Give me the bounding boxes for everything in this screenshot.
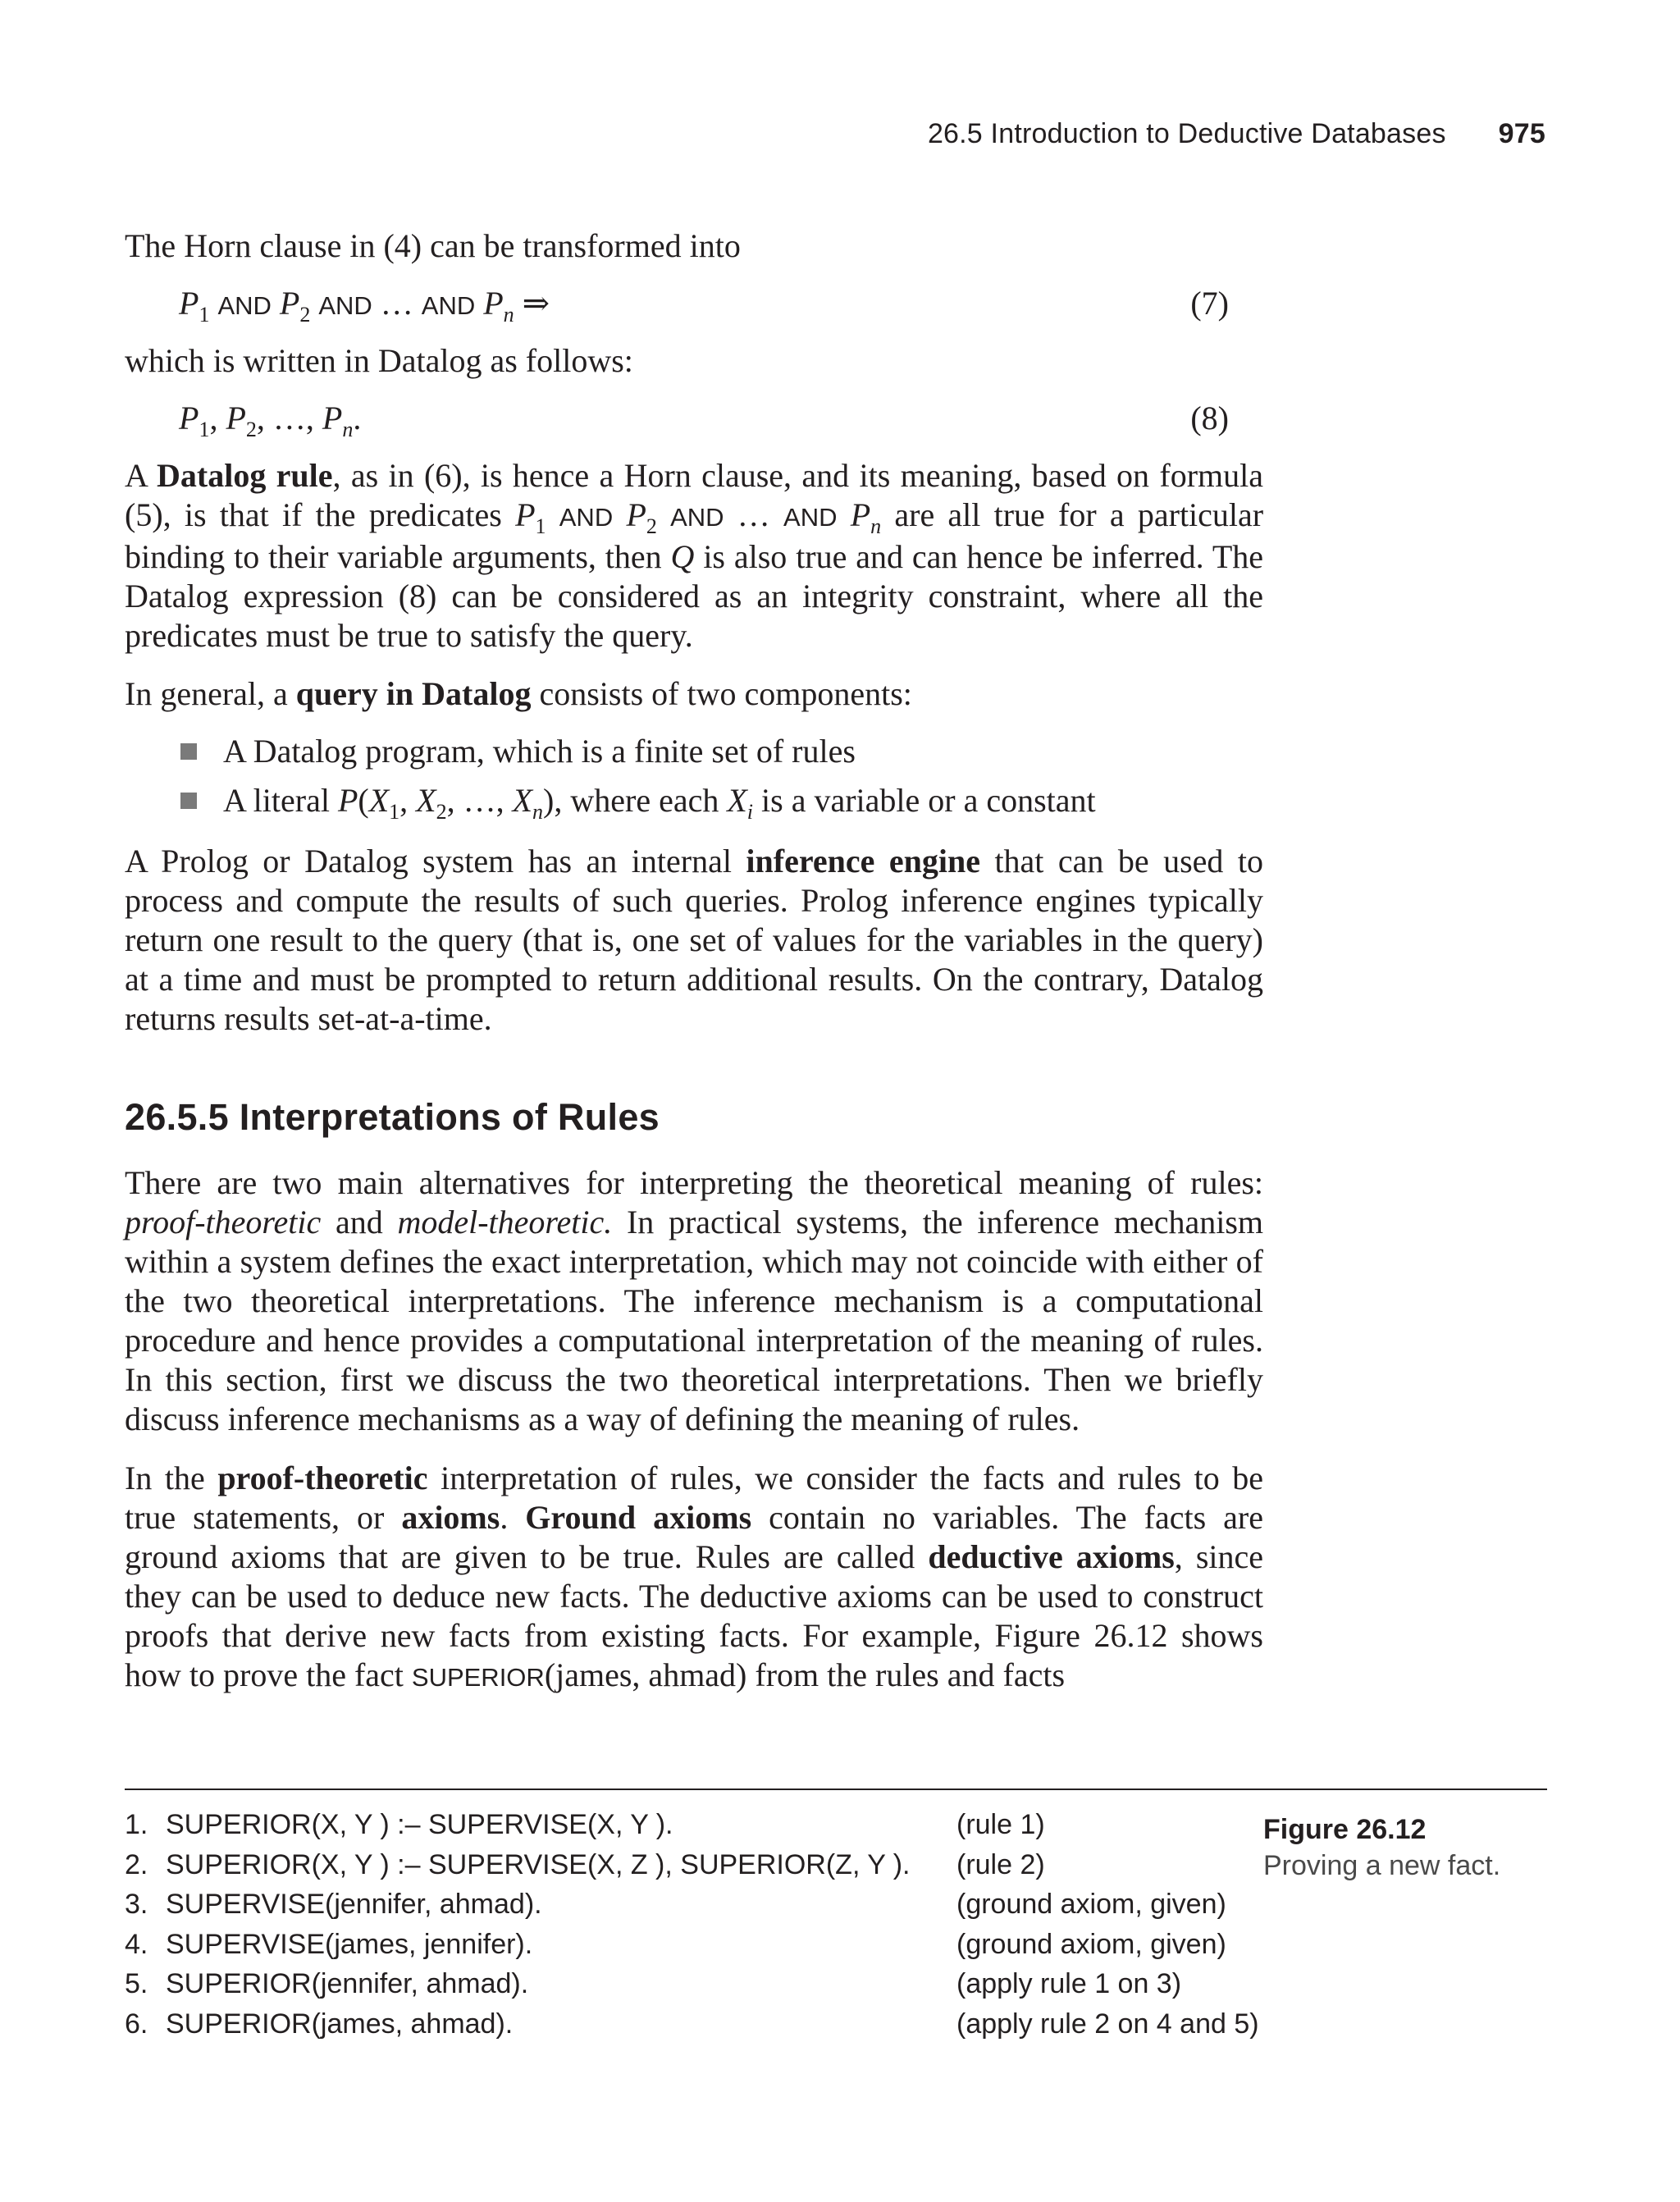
query-paragraph: In general, a query in Datalog consists of two components: [125, 675, 912, 712]
proof-line: 1. SUPERIOR(X, Y ) :– SUPERVISE(X, Y ). (rule 1) [125, 1809, 1045, 1840]
figure-rule [125, 1789, 1547, 1790]
proof-line: 3. SUPERVISE(jennifer, ahmad). (ground axiom, given) [125, 1889, 1226, 1920]
inference-engine-paragraph: A Prolog or Datalog system has an internal inference engine that can be used to process and compute the results of such queries. Prolog inference engines typically return one result to the query (that is, one set of values for the variables in the query) at a time and must be prompted to return additional results. On the contrary, Datalog returns results set-at-a-time. [125, 843, 1263, 1037]
running-head-title: 26.5 Introduction to Deductive Databases [927, 118, 1446, 149]
horn-intro-text: The Horn clause in (4) can be transformed into [125, 227, 741, 264]
interpretations-paragraph: There are two main alternatives for interpreting the theoretical meaning of rules: proof-theoretic and model-theoretic. In practical systems, the inference mechanism within a system defines the exact interpretation, which may not coincide with either of the two theoretical interpretations. The inference mechanism is a computational procedure and hence provides a computational interpretation of the meaning of rules. In this section, first we discuss the two theoretical interpretations. Then we briefly discuss inference mechanisms as a way of defining the meaning of rules. [125, 1164, 1264, 1437]
section-heading: 26.5.5 Interpretations of Rules [125, 1096, 660, 1138]
proof-line: 2. SUPERIOR(X, Y ) :– SUPERVISE(X, Z ), SUPERIOR(Z, Y ). (rule 2) [125, 1848, 1045, 1880]
equation-number: (7) [1190, 285, 1229, 322]
equation-8: $P_1$, $P_2$, …, $P_n$. (8) [179, 400, 1229, 441]
proof-theoretic-paragraph: In the proof-theoretic interpretation of rules, we consider the facts and rules to be true statements, or axioms. Ground axioms contain no variables. The facts are ground axioms that are given to be true. Rules are called deductive axioms, since they can be used to deduce new facts. The deductive axioms can be used to construct proofs that derive new facts from existing facts. For example, Figure 26.12 shows how to prove the fact SUPERIOR(james, ahmad) from the rules and facts [125, 1460, 1264, 1693]
figure-description: Proving a new fact. [1263, 1850, 1501, 1881]
datalog-intro-text: which is written in Datalog as follows: [125, 342, 633, 379]
list-item: A Datalog program, which is a finite set of rules [179, 727, 1096, 776]
bullet-square-icon [180, 793, 197, 809]
figure-caption [1263, 1811, 1500, 1884]
proof-line: 4. SUPERVISE(james, jennifer). (ground axiom, given) [125, 1928, 1226, 1960]
bullet-list [179, 727, 1096, 825]
figure-proof-lines [125, 1805, 1273, 2044]
proof-line: 5. SUPERIOR(jennifer, ahmad). (apply rule 1 on 3) [125, 1968, 1182, 1999]
equation-7: $P_1$ AND $P_2$ AND … AND $P_n$ ⇒ (7) [179, 285, 1229, 327]
list-item: A literal $P(X_1$, $X_2$, …, $X_n$), where each $X_i$ is a variable or a constant [179, 776, 1096, 825]
running-head [928, 118, 1545, 150]
page-number: 975 [1498, 118, 1545, 149]
proof-line: 6. SUPERIOR(james, ahmad). (apply rule 2 on 4 and 5) [125, 2008, 1259, 2040]
bullet-square-icon [180, 743, 197, 760]
equation-number: (8) [1190, 400, 1229, 436]
datalog-rule-paragraph: A Datalog rule, as in (6), is hence a Horn clause, and its meaning, based on formula (5), is that if the predicates $P_1$ AND $P_2$ AND … AND $P_n$ are all true for a particular binding to their variable arguments, then Q is also true and can hence be inferred. The Datalog expression (8) can be considered as an integrity constraint, where all the predicates must be true to satisfy the query. [125, 457, 1264, 654]
figure-label: Figure 26.12 [1263, 1814, 1427, 1845]
